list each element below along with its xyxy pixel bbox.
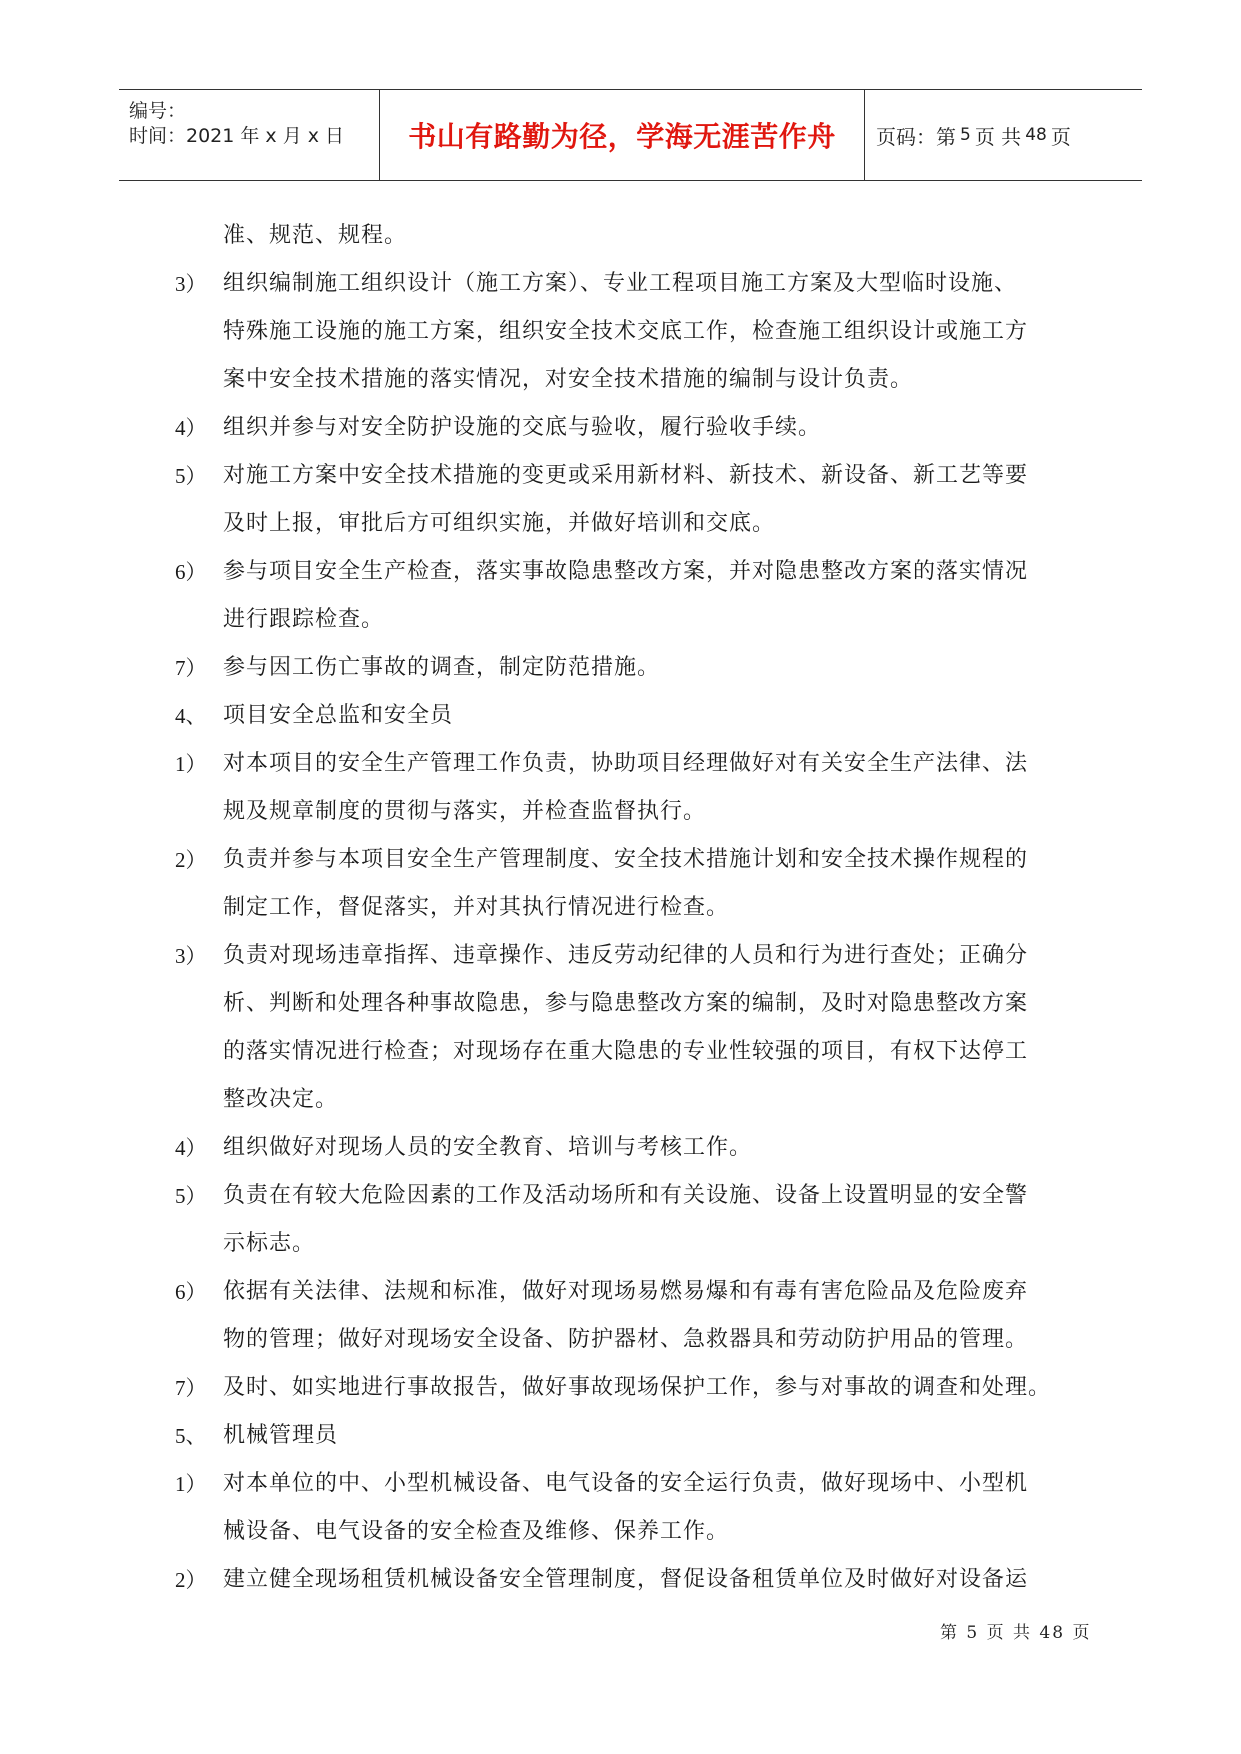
list-item-text: 对本单位的中、小型机械设备、电气设备的安全运行负责，做好现场中、小型机 械设备、电气设备的安全检查及维修、保养工作。 [223, 1471, 1029, 1544]
header-page-indicator [876, 90, 1071, 180]
list-item [175, 836, 1095, 932]
list-item-marker: 4） [175, 416, 207, 440]
list-item [175, 1268, 1095, 1364]
list-item-text: 负责并参与本项目安全生产管理制度、安全技术措施计划和安全技术操作规程的 制定工作，督促落实，并对其执行情况进行检查。 [223, 847, 1029, 920]
list-item [175, 1556, 1095, 1604]
list-item-marker: 7） [175, 1376, 207, 1400]
list-item-text: 建立健全现场租赁机械设备安全管理制度，督促设备租赁单位及时做好对设备运 [223, 1567, 1029, 1592]
list-item [175, 452, 1095, 548]
list-item-text: 组织做好对现场人员的安全教育、培训与考核工作。 [223, 1135, 753, 1160]
list-item [175, 692, 1095, 740]
page-current: 5 [960, 125, 971, 145]
page-prefix: 页码：第 [876, 124, 956, 149]
list-item-text: 对本项目的安全生产管理工作负责，协助项目经理做好对有关安全生产法律、法 规及规章制度的贯彻与落实，并检查监督执行。 [223, 751, 1029, 824]
list-item [175, 260, 1095, 404]
page-mid: 页 共 [974, 124, 1022, 149]
list-item-text: 及时、如实地进行事故报告，做好事故现场保护工作，参与对事故的调查和处理。 [223, 1375, 1052, 1400]
list-item-text: 依据有关法律、法规和标准，做好对现场易燃易爆和有毒有害危险品及危险废弃 物的管理；做好对现场安全设备、防护器材、急救器具和劳动防护用品的管理。 [223, 1279, 1029, 1352]
list-item-marker: 1） [175, 752, 207, 776]
list-item [175, 644, 1095, 692]
list-item-text: 机械管理员 [223, 1423, 339, 1448]
list-item-marker: 6） [175, 1280, 207, 1304]
list-item-text: 参与项目安全生产检查，落实事故隐患整改方案，并对隐患整改方案的落实情况 进行跟踪检查。 [223, 559, 1029, 632]
header-divider [379, 90, 380, 180]
list-item [175, 212, 1095, 260]
list-item-text: 组织并参与对安全防护设施的交底与验收，履行验收手续。 [223, 415, 822, 440]
list-item [175, 404, 1095, 452]
header-divider [864, 90, 865, 180]
list-item-marker: 3） [175, 272, 207, 296]
list-item [175, 932, 1095, 1124]
list-item [175, 1124, 1095, 1172]
list-item-text: 负责对现场违章指挥、违章操作、违反劳动纪律的人员和行为进行查处；正确分 析、判断和处理各种事故隐患，参与隐患整改方案的编制，及时对隐患整改方案 的落实情况进行检查；对现场存在重大隐患的专业性较强的项目，有权下达停工 整改决定。 [223, 943, 1029, 1112]
page-footer: 第 5 页 共 48 页 [940, 1623, 1092, 1643]
document-body [175, 212, 1095, 1604]
list-item-text: 参与因工伤亡事故的调查，制定防范措施。 [223, 655, 661, 680]
document-date: 时间：2021 年 x 月 x 日 [129, 125, 345, 147]
list-item-marker: 5、 [175, 1424, 207, 1448]
header-motto: 书山有路勤为径，学海无涯苦作舟 [408, 120, 836, 153]
list-item-marker: 2） [175, 1568, 207, 1592]
page-total: 48 [1025, 125, 1047, 145]
list-item-marker: 6） [175, 560, 207, 584]
list-item [175, 1172, 1095, 1268]
list-item [175, 1412, 1095, 1460]
list-item-marker: 3） [175, 944, 207, 968]
list-item-marker: 2） [175, 848, 207, 872]
list-item [175, 548, 1095, 644]
list-item [175, 1460, 1095, 1556]
page-suffix: 页 [1050, 124, 1071, 149]
document-number-label: 编号： [129, 100, 187, 122]
list-item [175, 740, 1095, 836]
list-item-marker: 4） [175, 1136, 207, 1160]
list-item-text: 项目安全总监和安全员 [223, 703, 454, 728]
page-header [119, 89, 1142, 181]
list-item-text: 对施工方案中安全技术措施的变更或采用新材料、新技术、新设备、新工艺等要 及时上报，审批后方可组织实施，并做好培训和交底。 [223, 463, 1029, 536]
list-item-marker: 7） [175, 656, 207, 680]
list-item-text: 负责在有较大危险因素的工作及活动场所和有关设施、设备上设置明显的安全警 示标志。 [223, 1183, 1029, 1256]
list-item-marker: 1） [175, 1472, 207, 1496]
list-item-marker: 5） [175, 1184, 207, 1208]
list-item [175, 1364, 1095, 1412]
list-item-text: 组织编制施工组织设计（施工方案）、专业工程项目施工方案及大型临时设施、 特殊施工设施的施工方案，组织安全技术交底工作，检查施工组织设计或施工方 案中安全技术措施的落实情况，对安全技术措施的编制与设计负责。 [223, 271, 1029, 392]
list-item-marker: 4、 [175, 704, 207, 728]
list-item-text: 准、规范、规程。 [223, 223, 408, 248]
list-item-marker: 5） [175, 464, 207, 488]
